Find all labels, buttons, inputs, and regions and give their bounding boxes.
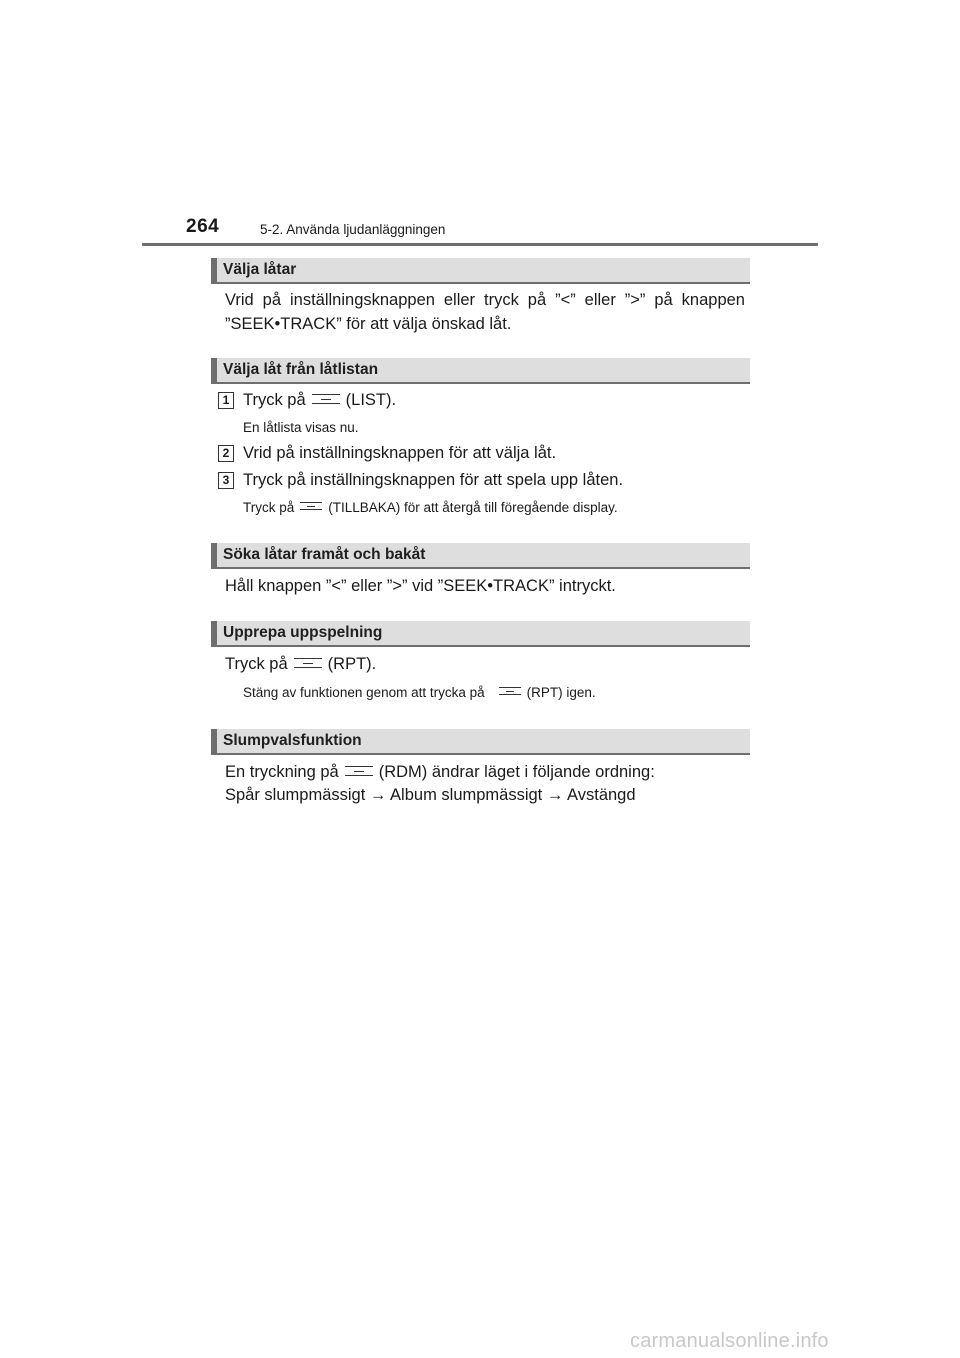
section-header-seek: [211, 543, 750, 569]
body-pre: Tryck på: [225, 655, 288, 673]
note-post: (TILLBAKA) för att återgå till föregående display.: [328, 500, 618, 515]
step-note: En låtlista visas nu.: [243, 420, 359, 435]
section-header-select-from-list: [211, 358, 750, 384]
body-post: (RPT).: [327, 655, 377, 673]
section-body: [225, 760, 655, 784]
note-post: (RPT) igen.: [526, 685, 596, 700]
button-icon: [345, 766, 373, 776]
section-title: Välja låtar: [223, 261, 297, 278]
section-note: [243, 685, 596, 700]
step-number: 2: [218, 445, 234, 462]
watermark-text: carmanualsonline.info: [630, 1330, 829, 1352]
chapter-title: 5-2. Använda ljudanläggningen: [260, 222, 446, 237]
button-icon: [312, 394, 340, 404]
section-header-repeat: [211, 621, 750, 647]
header-divider: [142, 243, 818, 246]
section-title: Söka låtar framåt och bakåt: [223, 546, 426, 563]
page-number: 264: [186, 216, 220, 237]
button-icon: [499, 687, 521, 695]
section-title: Välja låt från låtlistan: [223, 361, 379, 378]
section-title: Upprepa uppspelning: [223, 624, 383, 641]
body-pre: En tryckning på: [225, 763, 339, 781]
section-title: Slumpvalsfunktion: [223, 732, 362, 749]
section-body: Håll knappen ”<” eller ”>” vid ”SEEK•TRACK” intryckt.: [225, 577, 616, 595]
section-header-shuffle: [211, 729, 750, 755]
button-icon: [300, 502, 322, 510]
step-note: [243, 500, 618, 515]
section-body: Vrid på inställningsknappen eller tryck på ”<” eller ”>” på knappen ”SEEK•TRACK” för att välja önskad låt.: [225, 291, 745, 333]
step-text-post: (LIST).: [345, 391, 397, 409]
note-pre: Stäng av funktionen genom att trycka på: [243, 685, 485, 700]
step-number: 1: [218, 392, 234, 409]
step-text: [243, 388, 396, 412]
body-post: (RDM) ändrar läget i följande ordning:: [378, 763, 655, 781]
section-body-line2: Spår slumpmässigt → Album slumpmässigt → Avstängd: [225, 786, 636, 804]
section-body: [225, 652, 376, 676]
step-number: 3: [218, 472, 234, 489]
step-text-pre: Tryck på: [243, 391, 306, 409]
note-pre: Tryck på: [243, 500, 295, 515]
section-header-select-tracks: [211, 258, 750, 284]
button-icon: [294, 658, 322, 668]
step-text: Tryck på inställningsknappen för att spela upp låten.: [243, 471, 624, 489]
step-text: Vrid på inställningsknappen för att välja låt.: [243, 444, 557, 462]
